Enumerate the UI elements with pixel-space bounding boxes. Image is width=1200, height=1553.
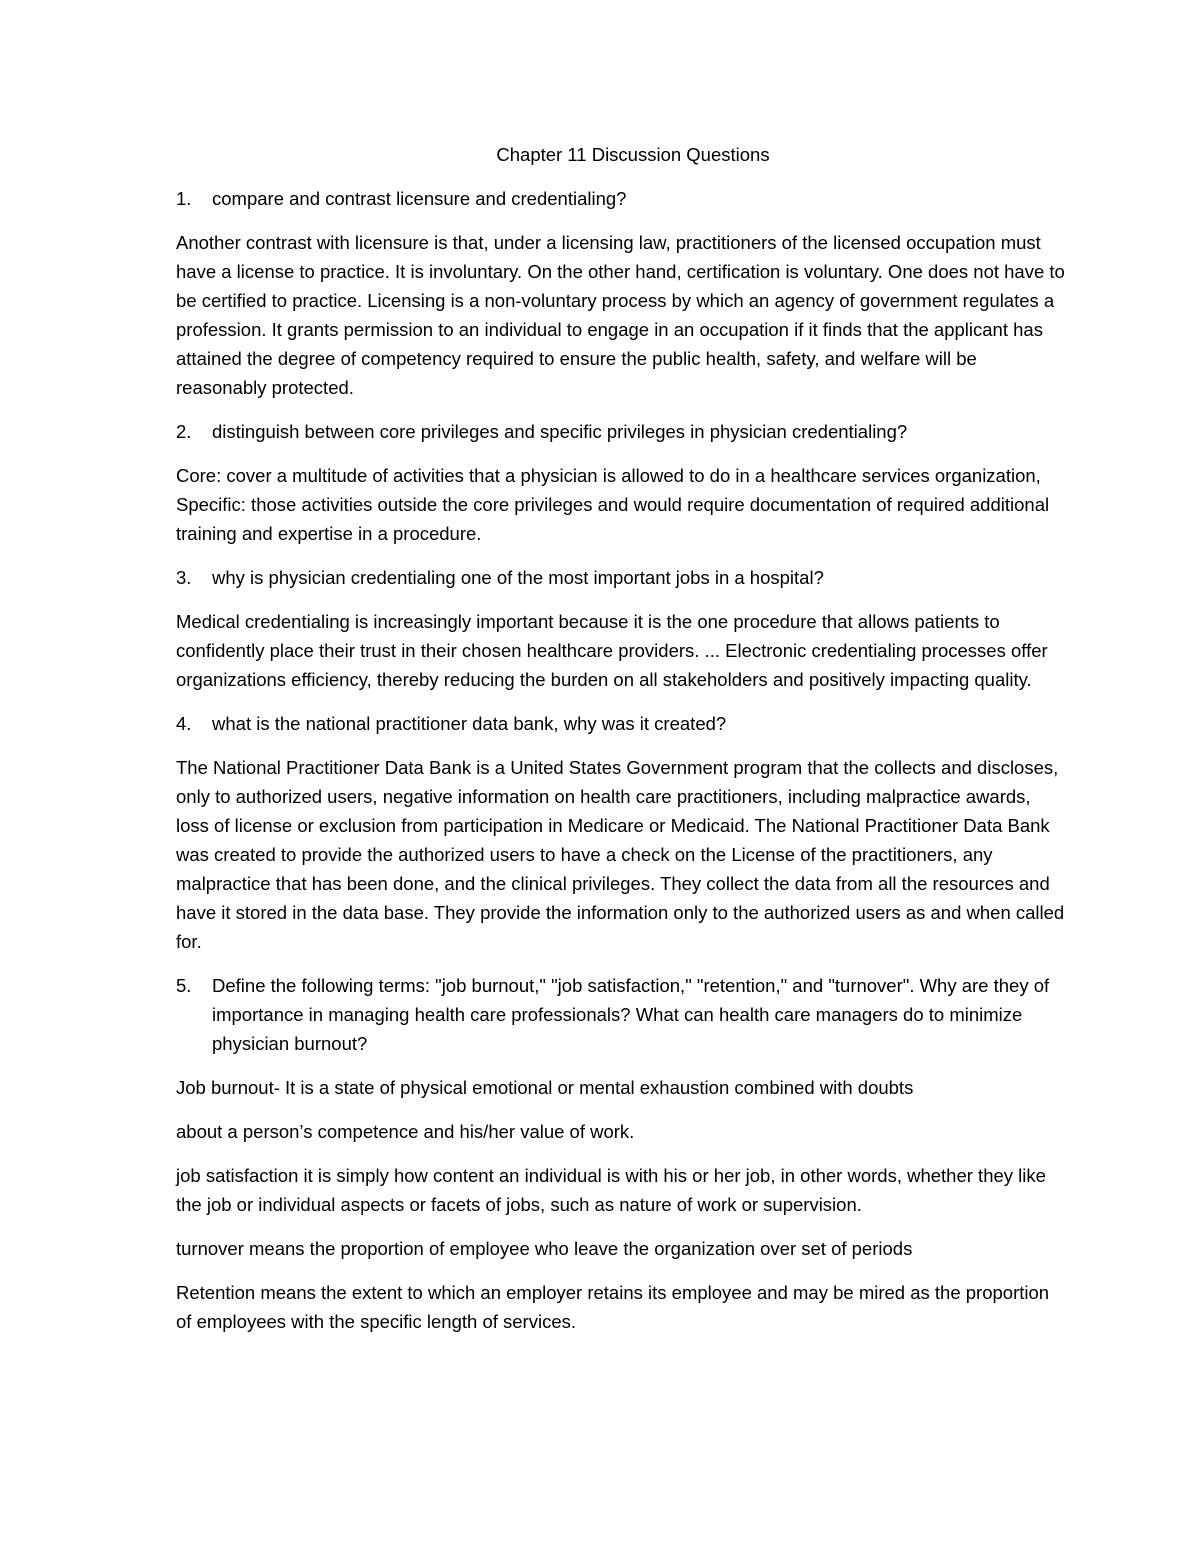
answer-paragraph: Another contrast with licensure is that, under a licensing law, practitioners of the licensed occupation must have a license to practice. It is involuntary. On the other hand, certification is voluntary. One does not have to be certified to practice. Licensing is a non-voluntary process by which an agency of government regulates a profession. It grants permission to an individual to engage in an occupation if it finds that the applicant has attained the degree of competency required to ensure the public health, safety, and welfare will be reasonably protected. xyxy=(176,232,1065,398)
answer-paragraph: job satisfaction it is simply how content an individual is with his or her job, in other words, whether they like the job or individual aspects or facets of jobs, such as nature of work or supervision. xyxy=(176,1165,1046,1215)
page-title: Chapter 11 Discussion Questions xyxy=(496,144,770,165)
question-text: Define the following terms: "job burnout," "job satisfaction," "retention," and "turnover". Why are they of importance in managing health care professionals? What can health care managers do to minimize physician burnout? xyxy=(212,975,1050,1054)
question-text: why is physician credentialing one of the most important jobs in a hospital? xyxy=(212,567,824,588)
question-5 xyxy=(176,971,1066,1058)
question-text: compare and contrast licensure and credentialing? xyxy=(212,188,627,209)
answer-paragraph: about a person’s competence and his/her value of work. xyxy=(176,1121,635,1142)
question-1 xyxy=(176,184,1066,213)
question-text: what is the national practitioner data bank, why was it created? xyxy=(212,713,727,734)
answer-paragraph: Retention means the extent to which an employer retains its employee and may be mired as the proportion of employees with the specific length of services. xyxy=(176,1282,1050,1332)
answer-paragraph: The National Practitioner Data Bank is a United States Government program that the collects and discloses, only to authorized users, negative information on health care practitioners, including malpractice awards, loss of license or exclusion from participation in Medicare or Medicaid. The National Practitioner Data Bank was created to provide the authorized users to have a check on the License of the practitioners, any malpractice that has been done, and the clinical privileges. They collect the data from all the resources and have it stored in the data base. They provide the information only to the authorized users as and when called for. xyxy=(176,757,1065,952)
question-number: 5. xyxy=(176,975,192,996)
question-number: 4. xyxy=(176,713,192,734)
question-number: 3. xyxy=(176,567,192,588)
answer-paragraph: Medical credentialing is increasingly important because it is the one procedure that allows patients to confidently place their trust in their chosen healthcare providers. ... Electronic credentialing processes offer organizations efficiency, thereby reducing the burden on all stakeholders and positively impacting quality. xyxy=(176,611,1048,690)
answer-paragraph: Job burnout- It is a state of physical emotional or mental exhaustion combined with doubts xyxy=(176,1077,914,1098)
question-3 xyxy=(176,563,1066,592)
question-4 xyxy=(176,709,1066,738)
question-2 xyxy=(176,417,1066,446)
answer-paragraph: turnover means the proportion of employee who leave the organization over set of periods xyxy=(176,1238,913,1259)
document-page xyxy=(176,140,1066,1351)
question-number: 2. xyxy=(176,421,192,442)
question-text: distinguish between core privileges and specific privileges in physician credentialing? xyxy=(212,421,908,442)
answer-paragraph: Core: cover a multitude of activities that a physician is allowed to do in a healthcare services organization, Specific: those activities outside the core privileges and would require documentation of required additional training and expertise in a procedure. xyxy=(176,465,1050,544)
question-number: 1. xyxy=(176,188,192,209)
